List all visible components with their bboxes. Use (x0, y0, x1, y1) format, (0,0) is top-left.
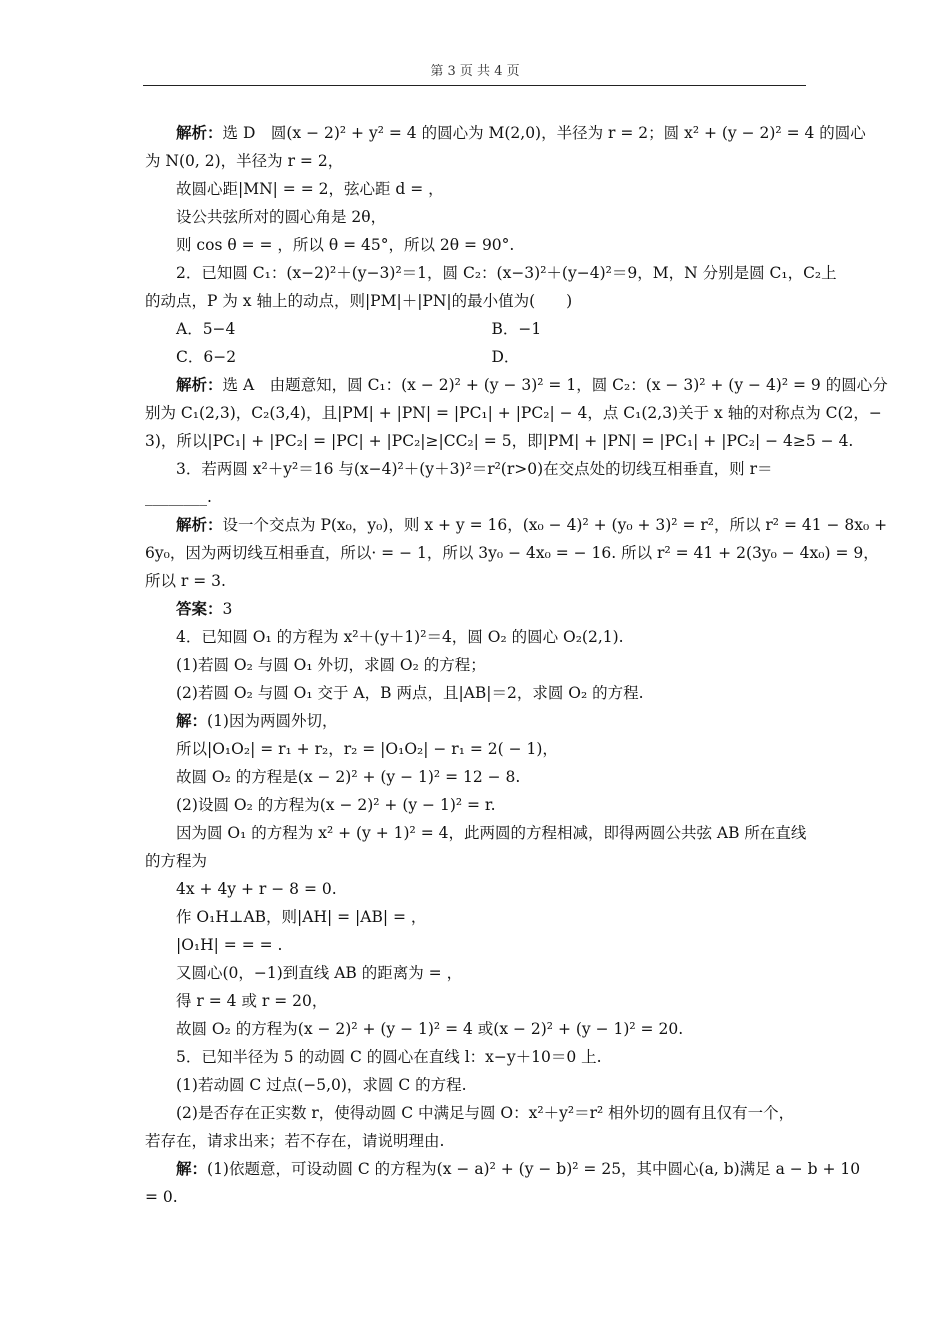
text-line (145, 539, 879, 567)
text-line (145, 959, 807, 987)
line-text: (1)依题意，可设动圆 C 的方程为(x − a)² + (y − b)² = 25，其中圆心(a, b)满足 a − b + 10 (207, 1160, 861, 1178)
line-text: (1)若动圆 C 过点(−5,0)，求圆 C 的方程. (176, 1076, 467, 1094)
line-text: 3)，所以|PC₁| + |PC₂| = |PC| + |PC₂|≥|CC₂| = 5，即|PM| + |PN| = |PC₁| + |PC₂| − 4≥5 − 4. (145, 432, 854, 450)
text-line (145, 371, 888, 399)
text-line (145, 511, 888, 539)
line-text: 3．若两圆 x²＋y²＝16 与(x−4)²＋(y＋3)²＝r²(r>0)在交点处的切线互相垂直，则 r＝ (176, 460, 773, 478)
line-text: 4x + 4y + r − 8 = 0. (176, 880, 337, 898)
line-text: ________. (145, 488, 212, 506)
line-text: 设公共弦所对的圆心角是 2θ， (176, 208, 387, 226)
text-line (145, 343, 807, 371)
text-line (145, 763, 807, 791)
text-line (145, 455, 807, 483)
line-text: (2)是否存在正实数 r，使得动圆 C 中满足与圆 O：x²＋y²＝r² 相外切的圆有且仅有一个， (176, 1104, 795, 1122)
line-text: 因为圆 O₁ 的方程为 x² + (y + 1)² = 4，此两圆的方程相减，即得两圆公共弦 AB 所在直线 (176, 824, 807, 842)
line-text: |O₁H| = = = . (176, 936, 283, 954)
text-line (145, 735, 807, 763)
text-line (145, 287, 807, 315)
text-line (145, 1071, 807, 1099)
line-label: 答案： (176, 599, 223, 618)
line-text: 3 (222, 600, 233, 618)
text-line (145, 707, 807, 735)
text-line (145, 1127, 807, 1155)
line-text: 得 r = 4 或 r = 20， (176, 992, 328, 1010)
line-text: 选 A 由题意知，圆 C₁：(x − 2)² + (y − 3)² = 1，圆 C₂：(x − 3)² + (y − 4)² = 9 的圆心分 (222, 376, 888, 394)
line-text: = 0. (145, 1188, 178, 1206)
text-line (145, 651, 807, 679)
line-text: 故圆心距|MN| = = 2，弦心距 d = ， (176, 180, 444, 198)
text-line (145, 1183, 807, 1211)
line-text: 的方程为 (145, 852, 208, 870)
line-label: 解析： (176, 515, 223, 534)
line-text: 故圆 O₂ 的方程为(x − 2)² + (y − 1)² = 4 或(x − 2)² + (y − 1)² = 20. (176, 1020, 684, 1038)
text-line (145, 1015, 807, 1043)
text-line (145, 483, 807, 511)
line-text: (1)因为两圆外切， (207, 712, 338, 730)
text-line (145, 819, 807, 847)
text-line (145, 567, 807, 595)
line-text: 选 D 圆(x − 2)² + y² = 4 的圆心为 M(2,0)，半径为 r = 2；圆 x² + (y − 2)² = 4 的圆心 (222, 124, 866, 142)
text-line (145, 987, 807, 1015)
line-text: 4．已知圆 O₁ 的方程为 x²＋(y＋1)²＝4，圆 O₂ 的圆心 O₂(2,1). (176, 628, 624, 646)
text-line (145, 427, 854, 455)
header-divider (143, 85, 806, 86)
line-text: 所以|O₁O₂| = r₁ + r₂，r₂ = |O₁O₂| − r₁ = 2( − 1)， (176, 740, 558, 758)
line-text: (1)若圆 O₂ 与圆 O₁ 外切，求圆 O₂ 的方程； (176, 656, 486, 674)
text-line (145, 595, 807, 623)
document-body (145, 119, 888, 1211)
line-text: 所以 r = 3. (145, 572, 226, 590)
answer-option: B．−1 (491, 320, 542, 338)
text-line (145, 119, 866, 147)
text-line (145, 679, 807, 707)
page-header: 第 3 页 共 4 页 (430, 64, 520, 79)
line-text: 6y₀，因为两切线互相垂直，所以· = − 1，所以 3y₀ − 4x₀ = − 16. 所以 r² = 41 + 2(3y₀ − 4x₀) = 9， (145, 544, 879, 562)
text-line (145, 399, 882, 427)
text-line (145, 315, 807, 343)
line-text: (2)设圆 O₂ 的方程为(x − 2)² + (y − 1)² = r. (176, 796, 496, 814)
text-line (145, 847, 807, 875)
text-line (145, 791, 807, 819)
answer-option: A．5−4 (176, 320, 236, 338)
text-line (145, 903, 807, 931)
text-line (145, 203, 807, 231)
line-text: 则 cos θ = = ，所以 θ = 45°，所以 2θ = 90°. (176, 236, 515, 254)
answer-option: C．6−2 (176, 348, 237, 366)
text-line (145, 175, 807, 203)
line-label: 解析： (176, 375, 223, 394)
line-text: 为 N(0, 2)，半径为 r = 2， (145, 152, 344, 170)
line-text: 别为 C₁(2,3)，C₂(3,4)，且|PM| + |PN| = |PC₁| + |PC₂| − 4，点 C₁(2,3)关于 x 轴的对称点为 C(2，− (145, 404, 882, 422)
line-text: 的动点，P 为 x 轴上的动点，则|PM|＋|PN|的最小值为( ) (145, 292, 573, 310)
text-line (145, 147, 807, 175)
text-line (145, 875, 807, 903)
line-text: (2)若圆 O₂ 与圆 O₁ 交于 A，B 两点，且|AB|＝2，求圆 O₂ 的方程. (176, 684, 644, 702)
text-line (145, 1043, 807, 1071)
line-text: 2．已知圆 C₁：(x−2)²＋(y−3)²＝1，圆 C₂：(x−3)²＋(y−4)²＝9，M，N 分别是圆 C₁，C₂上 (176, 264, 837, 282)
line-label: 解： (176, 711, 208, 730)
line-text: 若存在，请求出来；若不存在，请说明理由. (145, 1132, 445, 1150)
text-line (145, 1099, 807, 1127)
line-text: 设一个交点为 P(x₀，y₀)，则 x + y = 16，(x₀ − 4)² + (y₀ + 3)² = r²，所以 r² = 41 − 8x₀ + (222, 516, 888, 534)
text-line (145, 259, 837, 287)
line-text: 又圆心(0，−1)到直线 AB 的距离为 = ， (176, 964, 463, 982)
text-line (145, 931, 807, 959)
line-text: 5．已知半径为 5 的动圆 C 的圆心在直线 l：x−y＋10＝0 上. (176, 1048, 602, 1066)
text-line (145, 1155, 861, 1183)
text-line (145, 623, 807, 651)
line-text: 作 O₁H⊥AB，则|AH| = |AB| = ， (176, 908, 427, 926)
line-label: 解析： (176, 123, 223, 142)
answer-option: D． (491, 348, 520, 366)
line-label: 解： (176, 1159, 208, 1178)
text-line (145, 231, 807, 259)
line-text: 故圆 O₂ 的方程是(x − 2)² + (y − 1)² = 12 − 8. (176, 768, 521, 786)
